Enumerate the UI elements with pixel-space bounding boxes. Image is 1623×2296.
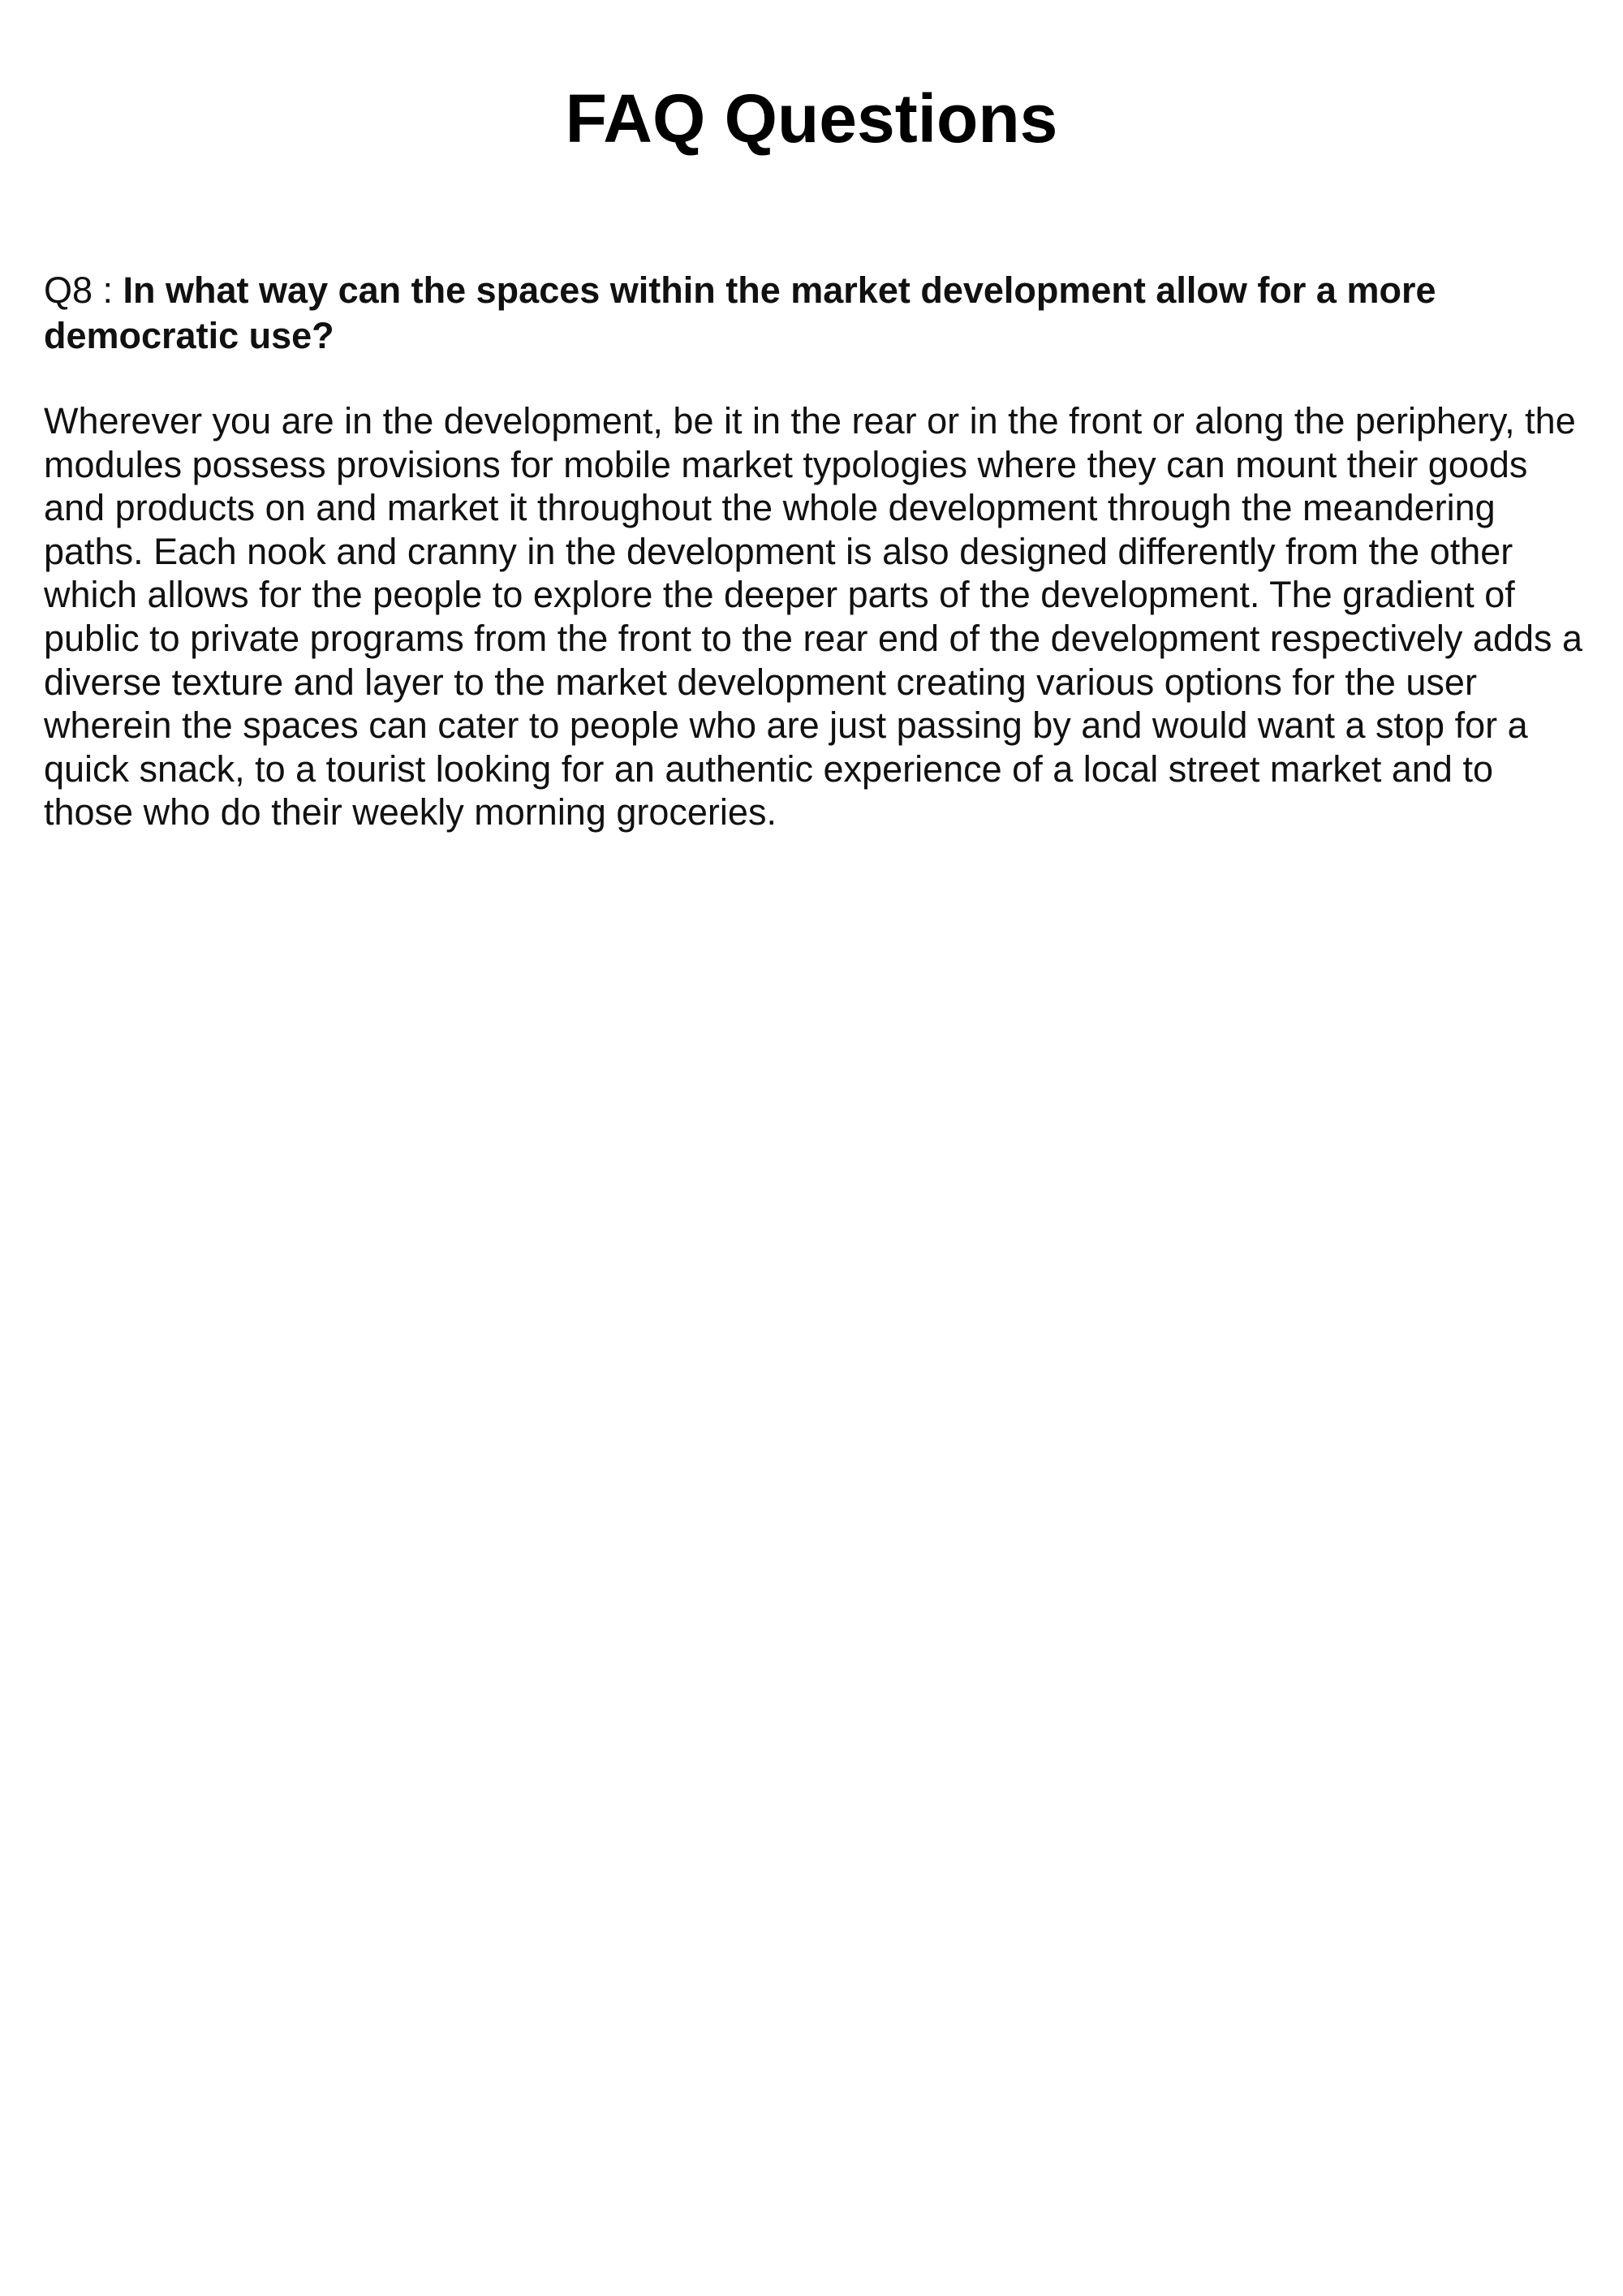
question-text: In what way can the spaces within the market development allow for a more democratic use?: [44, 269, 1436, 356]
faq-question: [44, 268, 1586, 359]
page-title: FAQ Questions: [565, 80, 1058, 157]
question-number: Q8 :: [44, 269, 123, 311]
faq-answer: Wherever you are in the development, be it in the rear or in the front or along the periphery, the modules possess provisions for mobile market typologies where they can mount their goods and products on and market it throughout the whole development through the meandering paths. Each nook and cranny in the development is also designed differently from the other which allows for the people to explore the deeper parts of the development. The gradient of public to private programs from the front to the rear end of the development respectively adds a diverse texture and layer to the market development creating various options for the user wherein the spaces can cater to people who are just passing by and would want a stop for a quick snack, to a tourist looking for an authentic experience of a local street market and to those who do their weekly morning groceries.: [44, 400, 1583, 834]
faq-entry: [44, 268, 1586, 834]
